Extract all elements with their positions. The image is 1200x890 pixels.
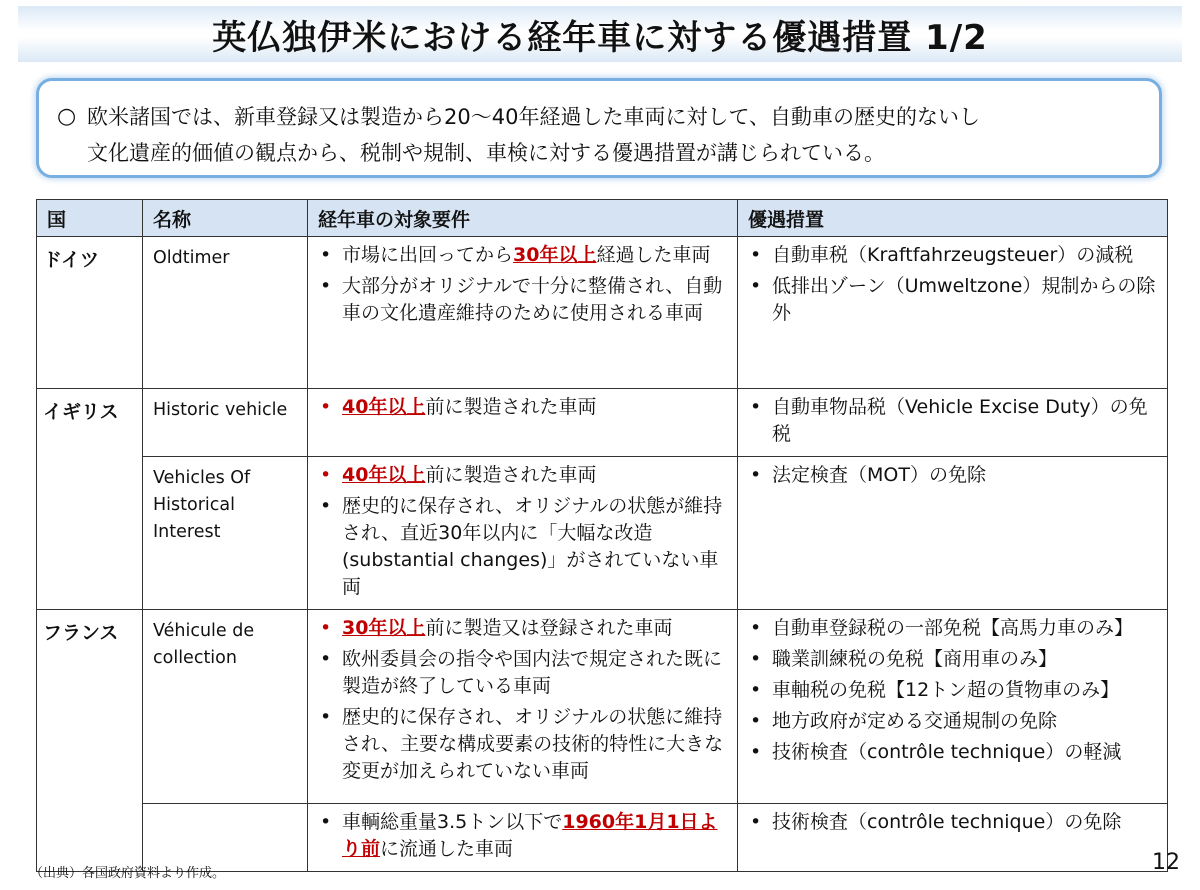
summary-line-2: 文化遺産的価値の観点から、税制や規制、車検に対する優遇措置が講じられている。 [87, 141, 885, 165]
header-country: 国 [37, 200, 143, 237]
page-title: 英仏独伊米における経年車に対する優遇措置 1/2 [212, 17, 988, 58]
list-item: • 大部分がオリジナルで十分に整備され、自動車の文化遺産維持のために使用される車両 [320, 275, 723, 324]
table-row-uk-1 [37, 389, 1168, 457]
benefits-cell [738, 457, 1168, 610]
summary-line-1: 欧米諸国では、新車登録又は製造から20〜40年経過した車両に対して、自動車の歴史的ないし [87, 105, 981, 129]
benefits-cell [738, 389, 1168, 457]
highlight-text: 1960年1月1日より前 [342, 811, 718, 860]
benefits-cell [738, 237, 1168, 389]
list-item: • 自動車物品税（Vehicle Excise Duty）の免税 [750, 396, 1148, 445]
list-item: • 職業訓練税の免税【商用車のみ】 [750, 648, 1058, 670]
page-number: 12 [1152, 850, 1180, 875]
table-row-uk-2 [37, 457, 1168, 610]
list-item: • 技術検査（contrôle technique）の軽減 [750, 741, 1122, 763]
highlight-text: 40年以上 [342, 464, 426, 486]
table-header-row [37, 200, 1168, 237]
list-item: • 30年以上前に製造又は登録された車両 [320, 617, 673, 639]
list-item: • 車軸税の免税【12トン超の貨物車のみ】 [750, 679, 1120, 701]
country-france: フランス [37, 610, 143, 872]
list-item: • 歴史的に保存され、オリジナルの状態が維持され、直近30年以内に「大幅な改造(substantial changes)」がされていない車両 [320, 495, 723, 598]
benefits-cell [738, 804, 1168, 872]
highlight-text: 40年以上 [342, 396, 426, 418]
title-bar [18, 6, 1182, 62]
list-item: • 自動車登録税の一部免税【高馬力車のみ】 [750, 617, 1134, 639]
requirements-cell [308, 457, 738, 610]
scheme-name: Historic vehicle [143, 389, 308, 457]
benefits-cell [738, 610, 1168, 804]
list-item: • 法定検査（MOT）の免除 [750, 464, 986, 486]
list-item: • 欧州委員会の指令や国内法で規定された既に製造が終了している車両 [320, 648, 723, 697]
comparison-table [36, 199, 1168, 872]
header-benefits: 優遇措置 [738, 200, 1168, 237]
source-note: （出典）各国政府資料より作成。 [30, 866, 226, 881]
country-germany: ドイツ [37, 237, 143, 389]
header-name: 名称 [143, 200, 308, 237]
scheme-name: Vehicles Of Historical Interest [143, 457, 308, 610]
table-row-france-1 [37, 610, 1168, 804]
list-item: • 歴史的に保存され、オリジナルの状態に維持され、主要な構成要素の技術的特性に大きな変更が加えられていない車両 [320, 706, 724, 782]
scheme-name: Véhicule de collection [143, 610, 308, 804]
circle-bullet: ○ [57, 104, 77, 129]
list-item: • 低排出ゾーン（Umweltzone）規制からの除外 [750, 275, 1156, 324]
requirements-cell [308, 389, 738, 457]
header-requirements: 経年車の対象要件 [308, 200, 738, 237]
list-item: • 技術検査（contrôle technique）の免除 [750, 811, 1122, 833]
table-row-germany [37, 237, 1168, 389]
list-item: • 車輌総重量3.5トン以下で1960年1月1日より前に流通した車両 [320, 811, 718, 860]
scheme-name: Oldtimer [143, 237, 308, 389]
list-item: • 自動車税（Kraftfahrzeugsteuer）の減税 [750, 244, 1134, 266]
requirements-cell [308, 804, 738, 872]
list-item: • 市場に出回ってから30年以上経過した車両 [320, 244, 711, 266]
country-uk: イギリス [37, 389, 143, 610]
summary-box [36, 78, 1162, 178]
highlight-text: 30年以上 [342, 617, 426, 639]
list-item: • 地方政府が定める交通規制の免除 [750, 710, 1058, 732]
requirements-cell [308, 610, 738, 804]
requirements-cell [308, 237, 738, 389]
summary-text [87, 99, 980, 175]
highlight-text: 30年以上 [513, 244, 597, 266]
list-item: • 40年以上前に製造された車両 [320, 396, 597, 418]
list-item: • 40年以上前に製造された車両 [320, 464, 597, 486]
